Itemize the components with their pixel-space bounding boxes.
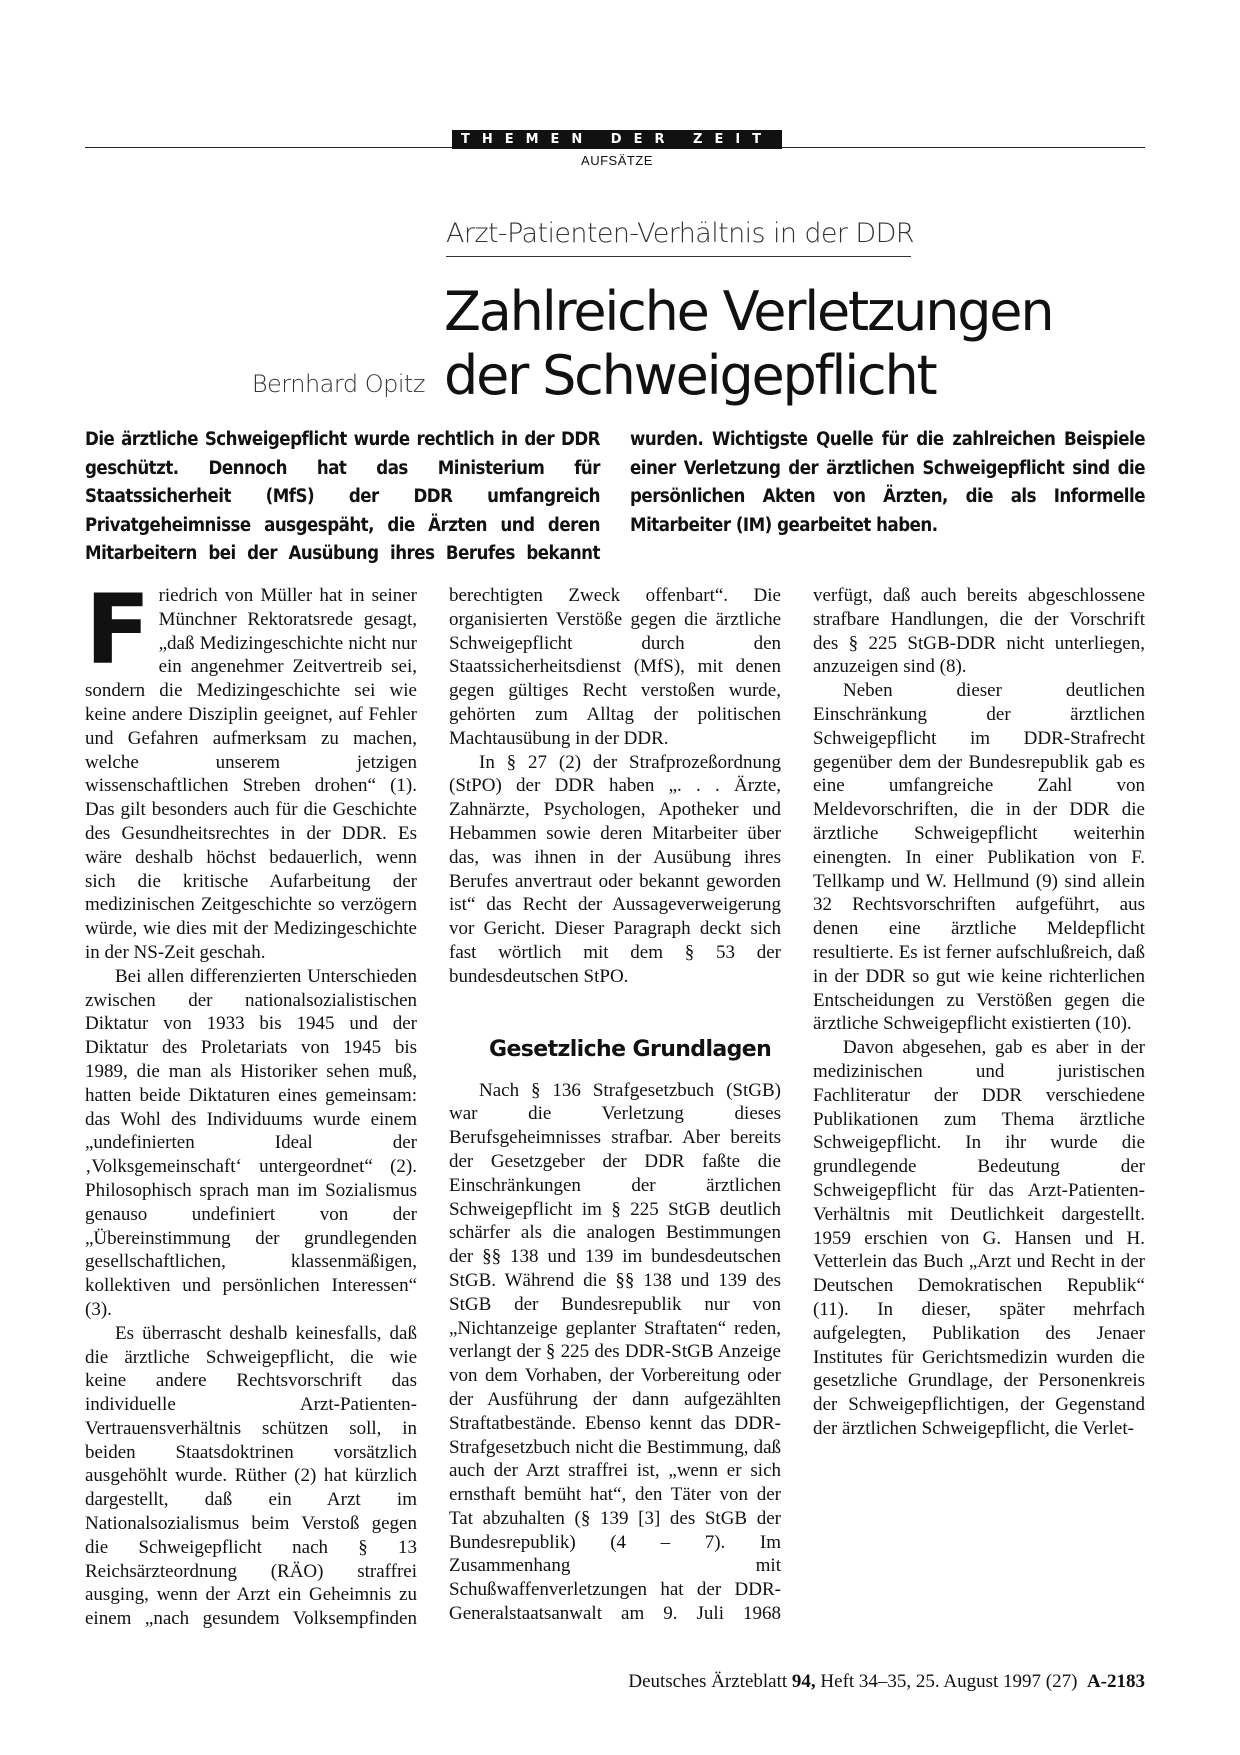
body-paragraph: In § 27 (2) der Strafprozeßordnung (StPO) der DDR haben „. . . Ärzte, Zahnärzte, Psychologen, Apotheker und Hebammen sowie deren Mitarbeiter über das, was ihnen in der Ausübung ihres Berufes anvertraut oder bekannt geworden ist“ das Recht der Aussageverweigerung vor Gericht. Dieser Paragraph deckt sich fast wörtlich mit dem § 53 der bundesdeutschen StPO. [449,751,781,987]
article-body [85,574,1145,1634]
body-paragraph [85,574,417,965]
article-author: Bernhard Opitz [251,370,425,398]
article-lead: Die ärztliche Schweigepflicht wurde rechtlich in der DDR geschützt. Dennoch hat das Ministerium für Staatssicherheit (MfS) der DDR umfangreich Privatgeheimnisse ausgespäht, die Ärzten und deren Mitarbeitern bei der Ausübung ihres Berufes bekannt wurden. Wichtigste Quelle für die zahlreichen Beispiele einer Verletzung der ärztlichen Schweigepflicht sind die persönlichen Akten von Ärzten, die als Informelle Mitarbeiter (IM) gearbeitet haben. [85,429,1145,564]
kicker-rule [446,256,911,257]
headline-line-1: Zahlreiche Verletzungen [444,280,1053,343]
article-kicker: Arzt-Patienten-Verhältnis in der DDR [446,218,914,249]
section-subhead: Gesetzliche Grundlagen [489,1036,772,1062]
journal-volume: 94, [791,1671,816,1692]
body-paragraph: Neben dieser deutlichen Einschränkung der ärztlichen Schweigepflicht im DDR-Strafrecht gegenüber dem der Bundesrepublik gab es eine umfangreiche Zahl von Meldevorschriften, die in der DDR die ärztliche Schweigepflicht weiterhin einengten. In einer Publikation von F. Tellkamp und W. Hellmund (9) sind allein 32 Rechtsvorschriften aufgeführt, aus denen eine ärztliche Meldepflicht resultierte. Es ist ferner aufschlußreich, daß in der DDR so gut wie keine richterlichen Entscheidungen zu Verstößen gegen die ärztliche Schweigepflicht existierten (10). [813,680,1145,1035]
page-footer [628,1671,1145,1693]
body-paragraph-text: riedrich von Müller hat in seiner Münchner Rektoratsrede gesagt, „daß Medizingeschichte nicht nur ein angenehmer Zeitvertreib sei, sondern die Medizingeschichte sei wie keine andere Disziplin geeignet, auf Fehler und Gefahren aufmerksam zu machen, welche unserem jetzigen wissenschaftlichen Streben drohen“ (1). Das gilt besonders auch für die Geschichte des Gesundheitsrechtes in der DDR. Es wäre deshalb höchst bedauerlich, wenn sich die kritische Aufarbeitung der medizinischen Zeitgeschichte so verzögern würde, wie dies mit der Medizingeschichte in der NS-Zeit geschah. [85,585,417,963]
page-number: A-2183 [1086,1671,1145,1692]
journal-name: Deutsches Ärzteblatt [628,1671,788,1692]
body-paragraph: Es überrascht deshalb keinesfalls, daß die ärztliche Schweigepflicht, die wie keine andere Rechtsvorschrift das individuelle Arzt-Patienten-Vertrauensverhältnis schützen soll, in beiden Staatsdoktrinen vorsätzlich ausgehöhlt wurde. Rüther (2) hat kürzlich dargestellt, daß ein Arzt im Nationalsozialismus beim Verstoß gegen die Schweigepflicht nach § 13 Reichsärzteordnung (RÄO) straffrei ausging, wenn der Arzt ein Geheimnis zu einem „nach gesundem Volksempfinden berechtigten Zweck offenbart“. Die organisierten Verstöße gegen die ärztliche Schweigepflicht durch den Staatssicherheitsdienst (MfS), mit denen gegen gültiges Recht verstoßen wurde, gehörten zum Alltag der politischen Machtausübung in der DDR. [85,585,781,1630]
journal-issue: Heft 34–35, 25. August 1997 (27) [820,1671,1078,1692]
section-label: THEMEN DER ZEIT [452,130,782,149]
body-paragraph: Bei allen differenzierten Unterschieden zwischen der nationalsozialistischen Diktatur von 1933 bis 1945 und der Diktatur des Proletariats von 1945 bis 1989, die man als Historiker sehen muß, hatten beide Diktaturen eines gemeinsam: das Wohl des Individuums wurde einem „undefinierten Ideal der ‚Volksgemeinschaft‘ untergeordnet“ (2). Philosophisch sprach man im Sozialismus genauso undefiniert von der „Übereinstimmung der grundlegenden gesellschaftlichen, klassenmäßigen, kollektiven und persönlichen Interessen“ (3). [85,965,417,1320]
body-paragraph: Davon abgesehen, gab es aber in der medizinischen und juristischen Fachliteratur der DDR verschiedene Publikationen zum Thema ärztliche Schweigepflicht. In ihr wurde die grundlegende Bedeutung der Schweigepflicht für das Arzt-Patienten-Verhältnis mit Deutlichkeit dargestellt. 1959 erschien von G. Hansen und H. Vetterlein das Buch „Arzt und Recht in der Deutschen Demokratischen Republik“ (11). In dieser, später mehrfach aufgelegten, Publikation des Jenaer Institutes für Gerichtsmedizin wurden die gesetzliche Grundlage, der Personenkreis der Schweigepflichtigen, der Gegenstand der ärztlichen Schweigepflicht, die Verlet- [813,1037,1145,1439]
body-paragraph: Nach § 136 Strafgesetzbuch (StGB) war die Verletzung dieses Berufsgeheimnisses strafbar. Aber bereits der Gesetzgeber der DDR faßte die Einschränkungen der ärztlichen Schweigepflicht im § 225 StGB deutlich schärfer als die analogen Bestimmungen der §§ 138 und 139 im bundesdeutschen StGB. Während die §§ 138 und 139 des StGB der Bundesrepublik nur von „Nichtanzeige geplanter Straftaten“ reden, verlangt der § 225 des DDR-StGB Anzeige von dem Vorhaben, der Vorbereitung oder der Ausführung der dann aufgezählten Straftatbestände. Ebenso kennt das DDR-Strafgesetzbuch nicht die Bestimmung, daß auch der Arzt straffrei ist, „wenn er sich ernsthaft bemüht hat“, den Täter von der Tat abzuhalten (§ 139 [3] des StGB der Bundesrepublik) (4 – 7). Im Zusammenhang mit Schußwaffenverletzungen hat der DDR-Generalstaatsanwalt am 9. Juli 1968 verfügt, daß auch bereits abgeschlossene strafbare Handlungen, die der Vorschrift des § 225 StGB-DDR nicht unterliegen, anzuzeigen sind (8). [449,585,1145,1625]
article-headline [444,280,1144,408]
subsection-label: AUFSÄTZE [581,153,653,168]
headline-line-2: der Schweigepflicht [444,344,936,407]
drop-cap: F [85,574,151,686]
